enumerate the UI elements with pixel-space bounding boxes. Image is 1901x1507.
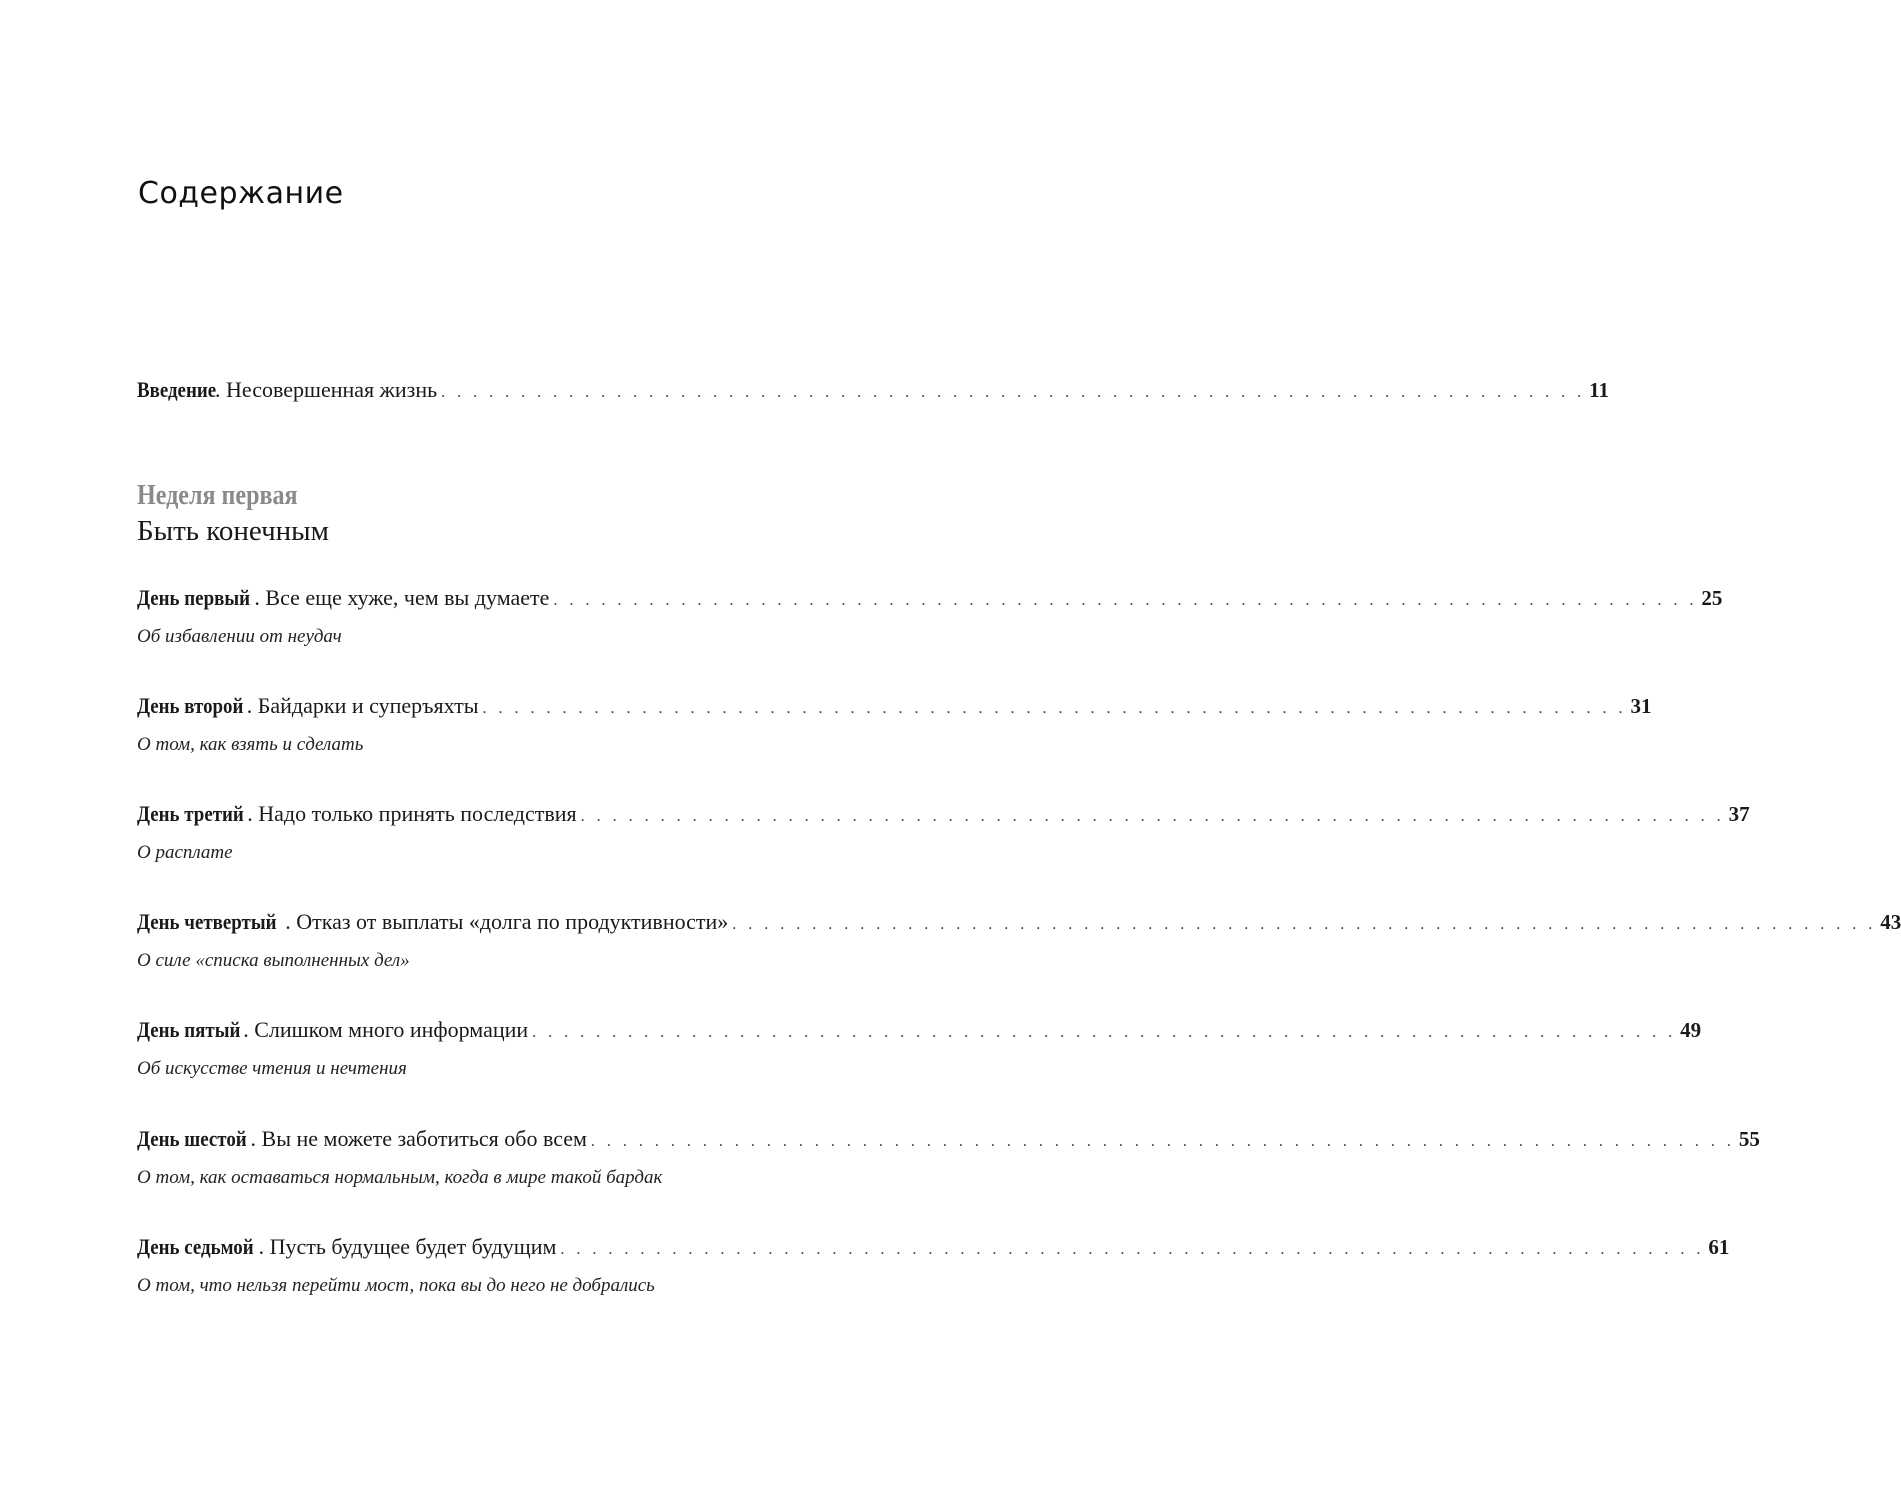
toc-entry-line — [137, 584, 1723, 615]
page-number: 11 — [1589, 378, 1609, 402]
entry-subtitle: О том, как взять и сделать — [137, 734, 364, 755]
week-title: Быть конечным — [137, 515, 330, 547]
dot-leader: . . . . . . . . . . . . . . . . . . . . . . . . . . . . . . . . . . . . . . . . . . . . . . . . . . . . . . . . . . . . . . . . . . . . . . . . — [732, 916, 1877, 933]
entry-heading: День шестой — [137, 1126, 247, 1151]
entry-title: . Надо только принять последствия — [247, 801, 577, 826]
page-number: 31 — [1630, 694, 1652, 718]
toc-entry-line — [137, 908, 1901, 939]
toc-entry-day-3[interactable] — [137, 800, 1750, 866]
page-number: 43 — [1880, 910, 1901, 934]
page-number: 37 — [1728, 802, 1750, 826]
dot-leader: . . . . . . . . . . . . . . . . . . . . . . . . . . . . . . . . . . . . . . . . . . . . . . . . . . . . . . . . . . . . . . . . . . . . . . . . — [532, 1024, 1677, 1041]
toc-entry-day-6[interactable] — [137, 1125, 1760, 1191]
entry-title: . Байдарки и суперъяхты — [246, 693, 479, 718]
entry-title: . Отказ от выплаты «долга по продуктивности» — [285, 909, 729, 934]
toc-entry-line — [137, 1233, 1730, 1264]
entry-heading: День седьмой — [137, 1234, 254, 1259]
toc-entry-line — [137, 1016, 1702, 1047]
entry-title: . Слишком много информации — [243, 1017, 529, 1042]
entry-subtitle: О силе «списка выполненных дел» — [137, 950, 410, 971]
entry-title: . Все еще хуже, чем вы думаете — [254, 585, 550, 610]
entry-subtitle: О том, что нельзя перейти мост, пока вы до него не добрались — [137, 1275, 655, 1296]
toc-entry-line — [137, 1125, 1760, 1156]
page-number: 61 — [1708, 1235, 1730, 1259]
toc-entry-line — [137, 692, 1652, 723]
dot-leader: . . . . . . . . . . . . . . . . . . . . . . . . . . . . . . . . . . . . . . . . . . . . . . . . . . . . . . . . . . . . . . . . . . . . . . . . — [560, 1241, 1705, 1258]
toc-entry-line — [137, 376, 1609, 407]
toc-entry-day-4[interactable] — [137, 908, 1901, 974]
entry-subtitle: Об искусстве чтения и нечтения — [137, 1058, 407, 1079]
page-number: 55 — [1738, 1127, 1760, 1151]
toc-entry-day-7[interactable] — [137, 1233, 1730, 1299]
entry-heading: День третий — [137, 801, 244, 826]
entry-heading: День первый — [137, 585, 250, 610]
dot-leader: . . . . . . . . . . . . . . . . . . . . . . . . . . . . . . . . . . . . . . . . . . . . . . . . . . . . . . . . . . . . . . . . . . . . . . . . — [580, 808, 1725, 825]
dot-leader: . . . . . . . . . . . . . . . . . . . . . . . . . . . . . . . . . . . . . . . . . . . . . . . . . . . . . . . . . . . . . . . . . . . . . . . . — [553, 592, 1698, 609]
toc-entry-intro[interactable] — [137, 376, 1609, 407]
entry-title: . Несовершенная жизнь — [215, 377, 438, 402]
toc-entry-day-2[interactable] — [137, 692, 1652, 758]
page-number: 49 — [1680, 1018, 1702, 1042]
entry-heading: День четвертый — [137, 909, 277, 934]
entry-subtitle: О расплате — [137, 842, 233, 863]
entry-subtitle: О том, как оставаться нормальным, когда в мире такой бардак — [137, 1167, 663, 1188]
toc-entry-line — [137, 800, 1750, 831]
entry-title: . Вы не можете заботиться обо всем — [250, 1126, 587, 1151]
page-number: 25 — [1701, 586, 1723, 610]
entry-heading: День второй — [137, 693, 244, 718]
page-title: Содержание — [138, 176, 344, 211]
week-label: Неделя первая — [137, 480, 298, 511]
entry-subtitle: Об избавлении от неудач — [137, 626, 342, 647]
dot-leader: . . . . . . . . . . . . . . . . . . . . . . . . . . . . . . . . . . . . . . . . . . . . . . . . . . . . . . . . . . . . . . . . . . . . . . . . — [590, 1133, 1735, 1150]
entry-title: . Пусть будущее будет будущим — [258, 1234, 557, 1259]
entry-heading: Введение — [137, 377, 217, 402]
toc-entry-day-1[interactable] — [137, 584, 1723, 650]
entry-heading: День пятый — [137, 1017, 241, 1042]
dot-leader: . . . . . . . . . . . . . . . . . . . . . . . . . . . . . . . . . . . . . . . . . . . . . . . . . . . . . . . . . . . . . . . . . . . . . . . . — [482, 700, 1627, 717]
toc-entry-day-5[interactable] — [137, 1016, 1702, 1082]
dot-leader: . . . . . . . . . . . . . . . . . . . . . . . . . . . . . . . . . . . . . . . . . . . . . . . . . . . . . . . . . . . . . . . . . . . . . . . . — [441, 384, 1586, 401]
